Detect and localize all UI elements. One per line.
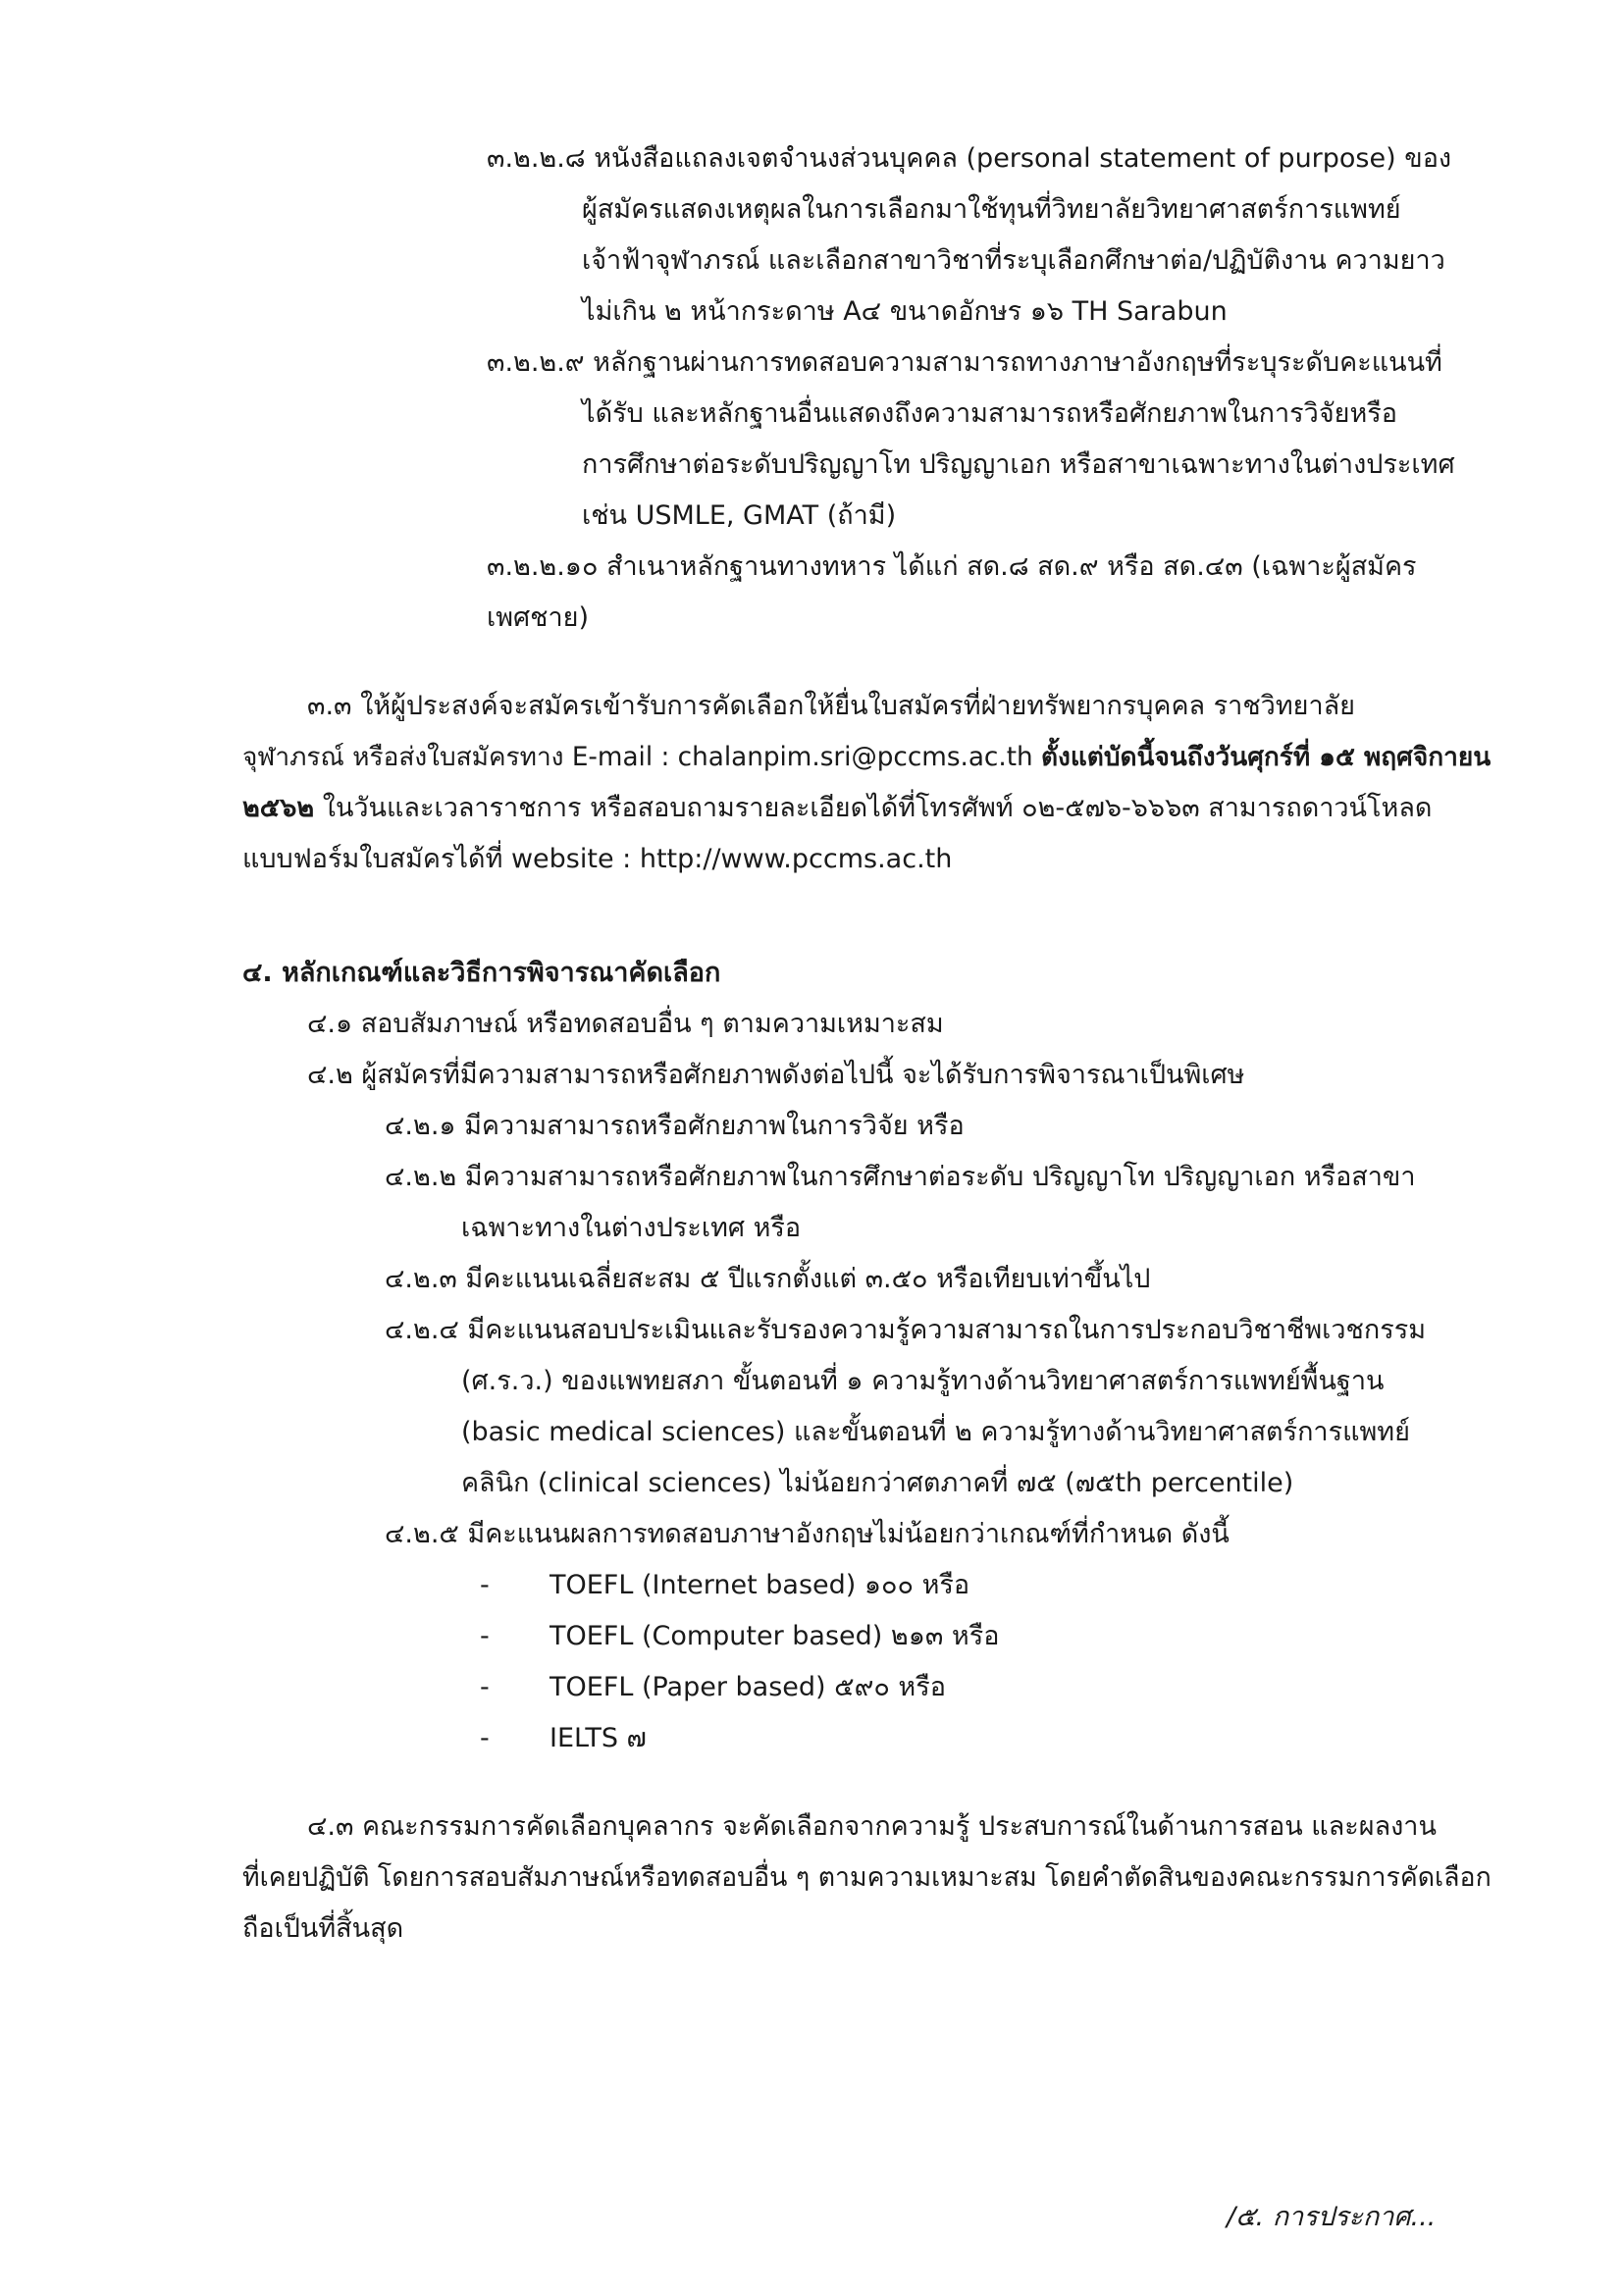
item-3-2-2-9-line-3: การศึกษาต่อระดับปริญญาโท ปริญญาเอก หรือสาขาเฉพาะทางในต่างประเทศ <box>582 449 1455 480</box>
item-4-2-5: ๔.๒.๕ มีคะแนนผลการทดสอบภาษาอังกฤษไม่น้อยกว่าเกณฑ์ที่กำหนด ดังนี้ <box>385 1519 1230 1549</box>
item-3-3-line-4: แบบฟอร์มใบสมัครได้ที่ website : http://www.pccms.ac.th <box>242 844 953 874</box>
item-4-3-line-3: ถือเป็นที่สิ้นสุด <box>242 1913 404 1944</box>
item-3-2-2-10-line-2: เพศชาย) <box>487 602 590 633</box>
item-4-2-2-line-1: ๔.๒.๒ มีความสามารถหรือศักยภาพในการศึกษาต่อระดับ ปริญญาโท ปริญญาเอก หรือสาขา <box>385 1162 1416 1192</box>
section-4-heading: ๔. หลักเกณฑ์และวิธีการพิจารณาคัดเลือก <box>242 958 721 988</box>
item-4-2-4-line-2: (ศ.ร.ว.) ของแพทยสภา ขั้นตอนที่ ๑ ความรู้ทางด้านวิทยาศาสตร์การแพทย์พื้นฐาน <box>461 1366 1385 1396</box>
item-4-2-4-line-1: ๔.๒.๔ มีคะแนนสอบประเมินและรับรองความรู้ความสามารถในการประกอบวิชาชีพเวชกรรม <box>385 1315 1426 1345</box>
test-toefl-internet: TOEFL (Internet based) ๑๐๐ หรือ <box>550 1570 970 1600</box>
test-toefl-paper: TOEFL (Paper based) ๕๙๐ หรือ <box>550 1672 946 1702</box>
item-4-2-1: ๔.๒.๑ มีความสามารถหรือศักยภาพในการวิจัย หรือ <box>385 1111 965 1141</box>
item-4-2-3: ๔.๒.๓ มีคะแนนเฉลี่ยสะสม ๕ ปีแรกตั้งแต่ ๓.๕๐ หรือเทียบเท่าขึ้นไป <box>385 1264 1151 1294</box>
list-bullet: - <box>480 1570 490 1600</box>
list-bullet: - <box>480 1723 490 1753</box>
item-4-2: ๔.๒ ผู้สมัครที่มีความสามารถหรือศักยภาพดังต่อไปนี้ จะได้รับการพิจารณาเป็นพิเศษ <box>307 1060 1245 1090</box>
item-4-3-line-1: ๔.๓ คณะกรรมการคัดเลือกบุคลากร จะคัดเลือกจากความรู้ ประสบการณ์ในด้านการสอน และผลงาน <box>307 1811 1437 1842</box>
item-4-3-line-2: ที่เคยปฏิบัติ โดยการสอบสัมภาษณ์หรือทดสอบอื่น ๆ ตามความเหมาะสม โดยคำตัดสินของคณะกรรมการคัดเลือก <box>242 1862 1492 1893</box>
test-ielts: IELTS ๗ <box>550 1723 647 1753</box>
next-page-indicator: /๕. การประกาศ... <box>1227 2202 1437 2232</box>
item-3-2-2-9-line-1: ๓.๒.๒.๙ หลักฐานผ่านการทดสอบความสามารถทางภาษาอังกฤษที่ระบุระดับคะแนนที่ <box>487 347 1442 378</box>
item-3-3-line-3 <box>242 789 1432 828</box>
item-3-2-2-8-line-2: ผู้สมัครแสดงเหตุผลในการเลือกมาใช้ทุนที่วิทยาลัยวิทยาศาสตร์การแพทย์ <box>582 194 1401 225</box>
item-4-1: ๔.๑ สอบสัมภาษณ์ หรือทดสอบอื่น ๆ ตามความเหมาะสม <box>307 1009 944 1039</box>
item-3-2-2-10-line-1: ๓.๒.๒.๑๐ สำเนาหลักฐานทางทหาร ได้แก่ สด.๘ สด.๙ หรือ สด.๔๓ (เฉพาะผู้สมัคร <box>487 551 1417 582</box>
item-3-2-2-9-line-4: เช่น USMLE, GMAT (ถ้ามี) <box>582 500 897 531</box>
list-bullet: - <box>480 1621 490 1651</box>
item-3-3-line-1: ๓.๓ ให้ผู้ประสงค์จะสมัครเข้ารับการคัดเลือกให้ยื่นใบสมัครที่ฝ่ายทรัพยากรบุคคล ราชวิทยาลัย <box>307 691 1355 721</box>
item-4-2-4-line-4: คลินิก (clinical sciences) ไม่น้อยกว่าศตภาคที่ ๗๕ (๗๕th percentile) <box>461 1468 1294 1498</box>
item-3-2-2-8-line-4: ไม่เกิน ๒ หน้ากระดาษ A๔ ขนาดอักษร ๑๖ TH Sarabun <box>582 296 1228 327</box>
application-deadline: ตั้งแต่บัดนี้จนถึงวันศุกร์ที่ ๑๕ พฤศจิกายน <box>1040 743 1492 772</box>
item-3-3-line-2 <box>242 738 1491 777</box>
item-3-2-2-8-line-1: ๓.๒.๒.๘ หนังสือแถลงเจตจำนงส่วนบุคคล (personal statement of purpose) ของ <box>487 143 1452 174</box>
item-4-2-4-line-3: (basic medical sciences) และขั้นตอนที่ ๒ ความรู้ทางด้านวิทยาศาสตร์การแพทย์ <box>461 1417 1410 1447</box>
item-3-3-line-3-text: ในวันและเวลาราชการ หรือสอบถามรายละเอียดได้ที่โทรศัพท์ ๐๒-๕๗๖-๖๖๖๓ สามารถดาวน์โหลด <box>314 793 1433 823</box>
deadline-year: ๒๕๖๒ <box>242 793 315 823</box>
list-bullet: - <box>480 1672 490 1702</box>
item-3-2-2-8-line-3: เจ้าฟ้าจุฬาภรณ์ และเลือกสาขาวิชาที่ระบุเลือกศึกษาต่อ/ปฏิบัติงาน ความยาว <box>582 245 1445 276</box>
item-4-2-2-line-2: เฉพาะทางในต่างประเทศ หรือ <box>461 1213 802 1243</box>
item-3-2-2-9-line-2: ได้รับ และหลักฐานอื่นแสดงถึงความสามารถหรือศักยภาพในการวิจัยหรือ <box>582 398 1397 429</box>
item-3-3-line-2-text: จุฬาภรณ์ หรือส่งใบสมัครทาง E-mail : chalanpim.sri@pccms.ac.th <box>242 743 1041 772</box>
test-toefl-computer: TOEFL (Computer based) ๒๑๓ หรือ <box>550 1621 1000 1651</box>
